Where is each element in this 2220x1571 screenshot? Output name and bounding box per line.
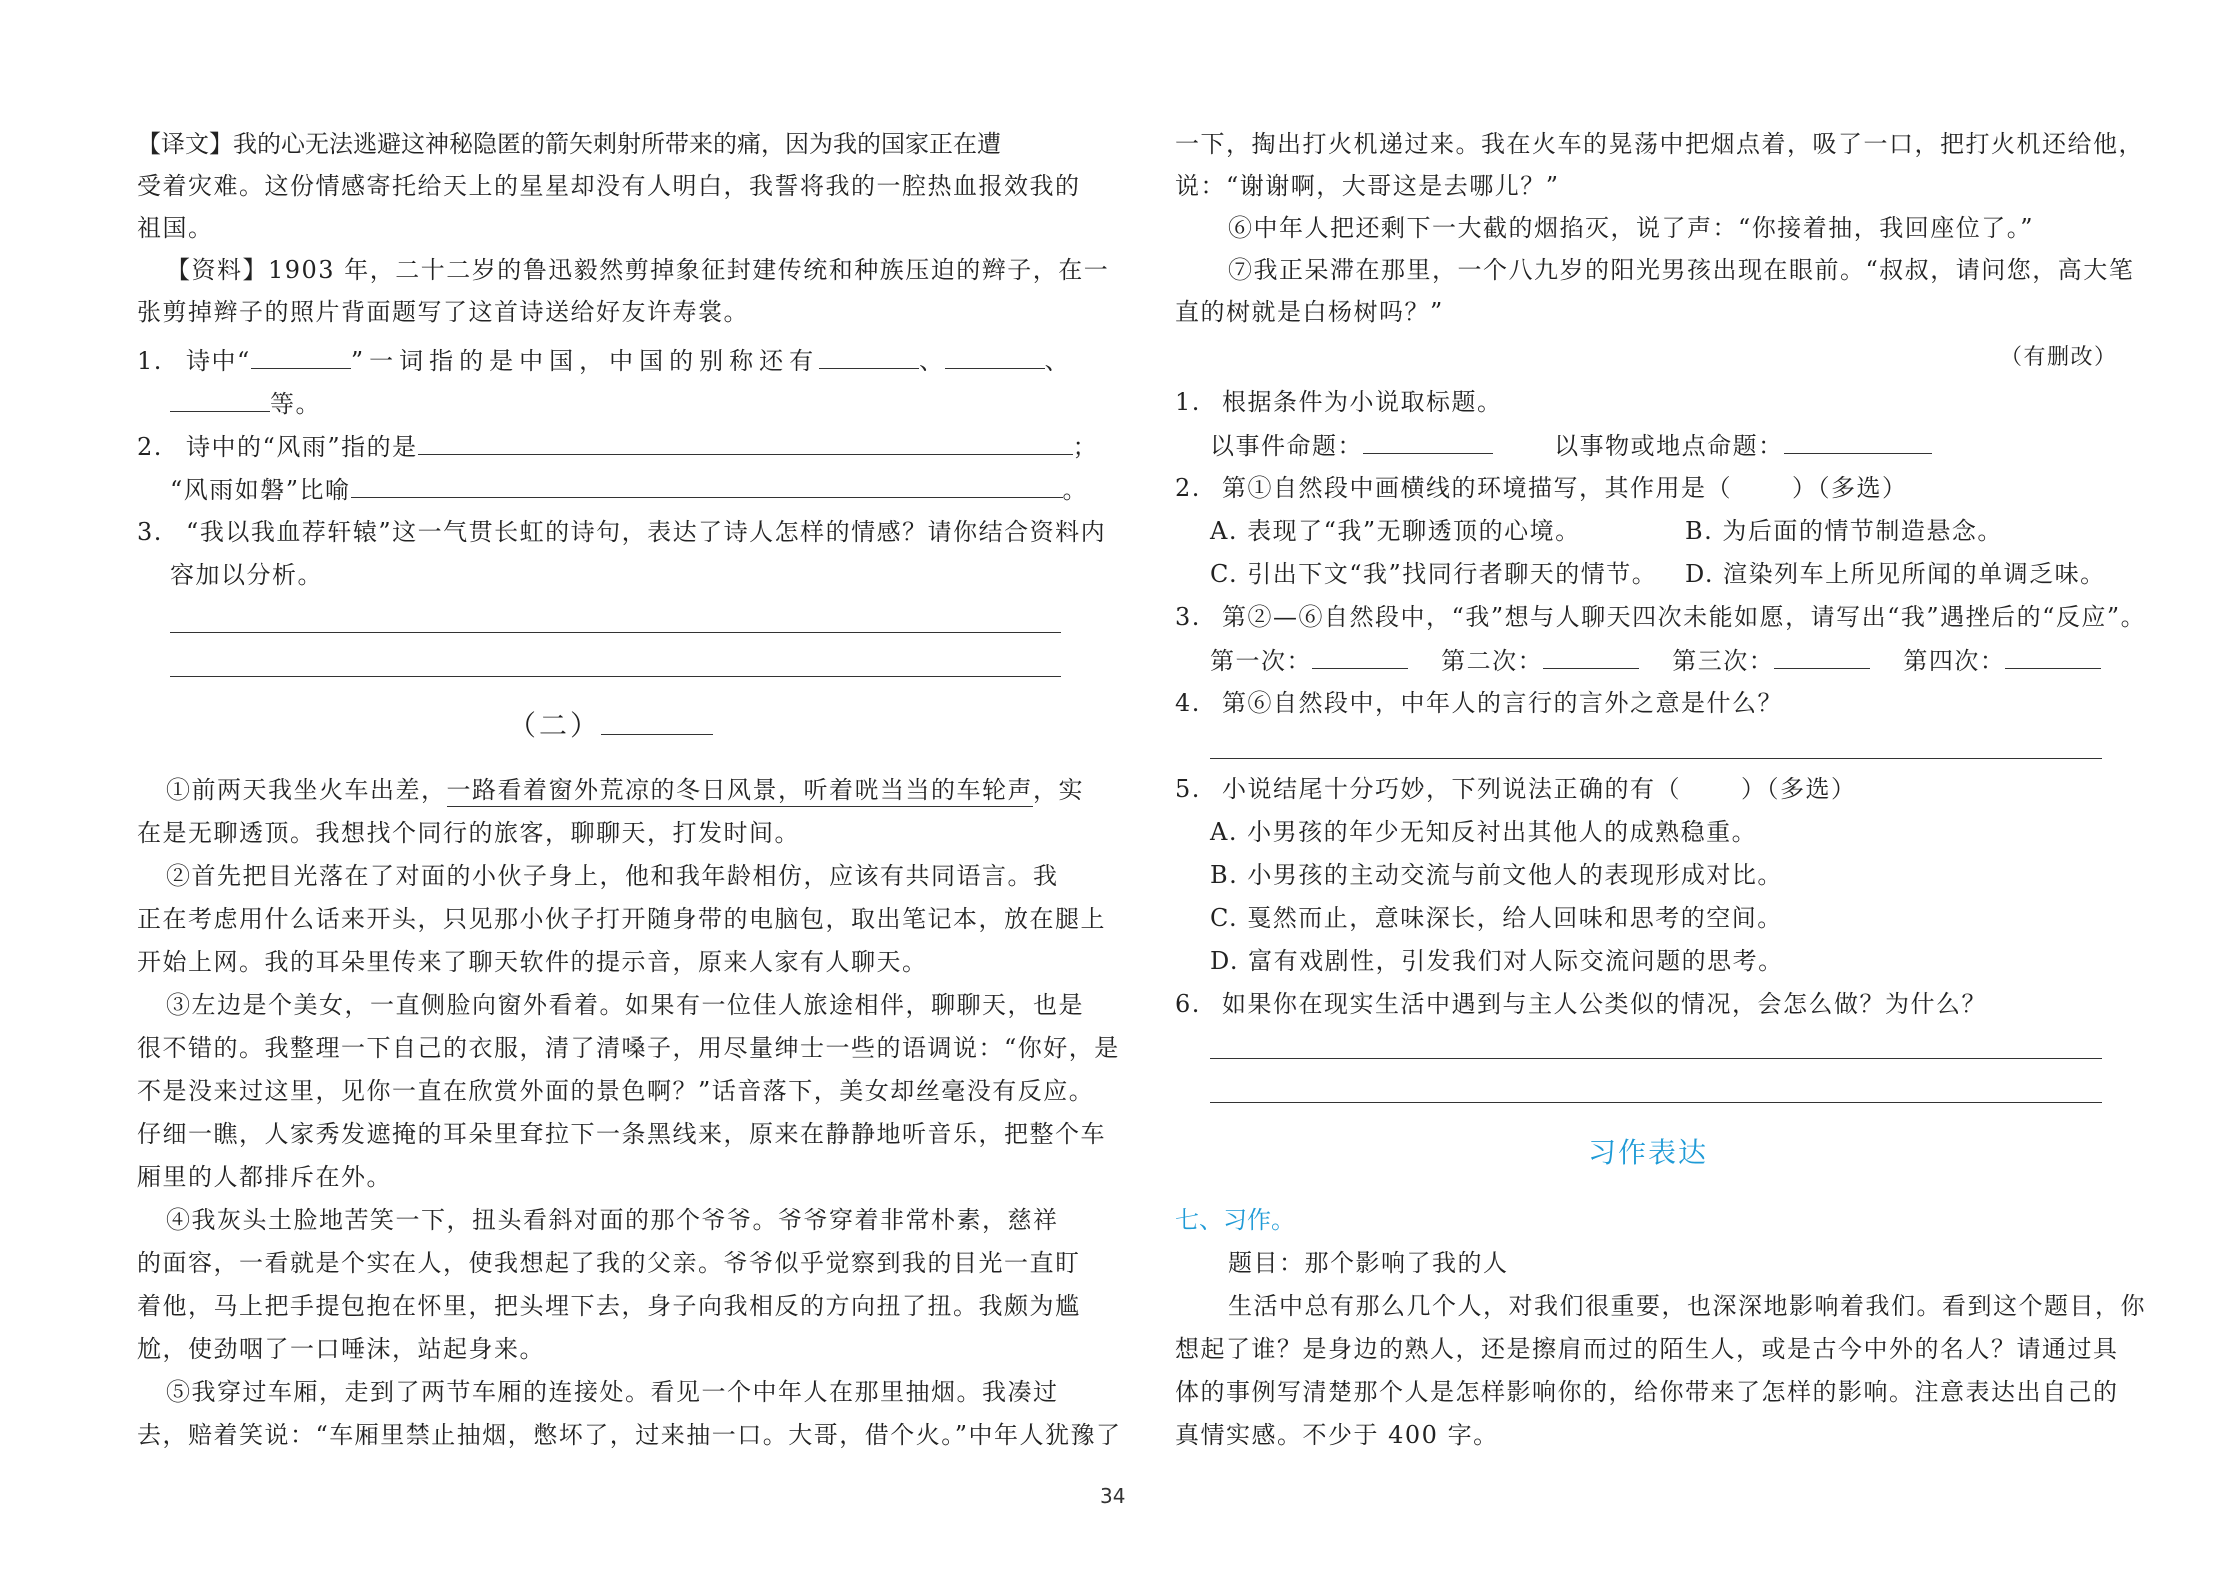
page-number: 34 — [1100, 1484, 1126, 1508]
answer-blank[interactable] — [2005, 640, 2101, 669]
left-question-2: 2. 诗中的“风雨”指的是 ； — [137, 426, 1098, 466]
paragraph-3-line-2: 很不错的。我整理一下自己的衣服，清了清嗓子，用尽量绅士一些的语调说：“你好，是 — [137, 1034, 1120, 1062]
essay-instructions-line-4: 真情实感。不少于 400 字。 — [1175, 1421, 1499, 1449]
paragraph-4-line-4: 尬，使劲咽了一口唾沫，站起身来。 — [137, 1335, 545, 1363]
material-line-2: 张剪掉辫子的照片背面题写了这首诗送给好友许寿裳。 — [137, 298, 749, 326]
answer-line[interactable] — [1210, 1102, 2102, 1103]
answer-line[interactable] — [170, 676, 1061, 677]
right-question-6: 6. 如果你在现实生活中遇到与主人公类似的情况，会怎么做？为什么？ — [1175, 990, 1988, 1018]
essay-instructions-line-3: 体的事例写清楚那个人是怎样影响你的，给你带来了怎样的影响。注意表达出自己的 — [1175, 1378, 2119, 1406]
paragraph-3-line-1: ③左边是个美女，一直侧脸向窗外看着。如果有一位佳人旅途相伴，聊聊天，也是 — [166, 991, 1084, 1019]
right-question-1: 1. 根据条件为小说取标题。 — [1175, 388, 1503, 416]
paragraph-3-line-4: 仔细一瞧，人家秀发遮掩的耳朵里耷拉下一条黑线来，原来在静静地听音乐，把整个车 — [137, 1120, 1106, 1148]
essay-instructions-line-2: 想起了谁？是身边的熟人，还是擦肩而过的陌生人，或是古今中外的名人？请通过具 — [1175, 1335, 2119, 1363]
left-question-3: 3. “我以我血荐轩辕”这一气贯长虹的诗句，表达了诗人怎样的情感？请你结合资料内 — [137, 518, 1107, 546]
essay-topic: 题目：那个影响了我的人 — [1228, 1249, 1509, 1277]
answer-blank[interactable] — [819, 340, 919, 369]
paragraph-4-line-3: 着他，马上把手提包抱在怀里，把头埋下去，身子向我相反的方向扭了扭。我颇为尴 — [137, 1292, 1081, 1320]
answer-line[interactable] — [1210, 1058, 2102, 1059]
answer-line[interactable] — [1210, 758, 2102, 759]
answer-blank[interactable] — [1363, 425, 1493, 454]
left-question-2-cont: “风雨如磐”比喻 。 — [170, 469, 1088, 509]
essay-instructions-line-1: 生活中总有那么几个人，对我们很重要，也深深地影响着我们。看到这个题目，你 — [1228, 1292, 2146, 1320]
right-question-4: 4. 第⑥自然段中，中年人的言行的言外之意是什么？ — [1175, 689, 1784, 717]
paragraph-2-line-3: 开始上网。我的耳朵里传来了聊天软件的提示音，原来人家有人聊天。 — [137, 948, 928, 976]
section-title: （二） — [508, 704, 713, 746]
paragraph-5-line-2: 去，赔着笑说：“车厢里禁止抽烟，憋坏了，过来抽一口。大哥，借个火。”中年人犹豫了 — [137, 1421, 1122, 1449]
translation-tag: 【译文】 — [137, 130, 233, 158]
paragraph-1-line-1: ①前两天我坐火车出差，一路看着窗外荒凉的冬日风景，听着咣当当的车轮声，实 — [166, 770, 1084, 810]
answer-line[interactable] — [170, 632, 1061, 633]
translation-line-2: 受着灾难。这份情感寄托给天上的星星却没有人明白，我誓将我的一腔热血报效我的 — [137, 172, 1081, 200]
paragraph-2-line-1: ②首先把目光落在了对面的小伙子身上，他和我年龄相仿，应该有共同语言。我 — [166, 862, 1059, 890]
left-question-1-cont: 等。 — [170, 383, 321, 423]
answer-blank[interactable] — [418, 426, 1073, 455]
paragraph-2-line-2: 正在考虑用什么话来开头，只见那小伙子打开随身带的电脑包，取出笔记本，放在腿上 — [137, 905, 1106, 933]
left-question-3-cont: 容加以分析。 — [170, 561, 323, 589]
answer-blank[interactable] — [170, 383, 270, 412]
q2-option-c[interactable]: C. 引出下文“我”找同行者聊天的情节。 — [1210, 560, 1658, 588]
paragraph-4-line-2: 的面容，一看就是个实在人，使我想起了我的父亲。爷爷似乎觉察到我的目光一直盯 — [137, 1249, 1081, 1277]
q2-option-b[interactable]: B. 为后面的情节制造悬念。 — [1685, 517, 2003, 545]
paragraph-1-line-2: 在是无聊透顶。我想找个同行的旅客，聊聊天，打发时间。 — [137, 819, 800, 847]
translation-line-1: 【译文】我的心无法逃避这神秘隐匿的箭矢刺射所带来的痛，因为我的国家正在遭 — [137, 130, 1001, 158]
q5-option-d[interactable]: D. 富有戏剧性，引发我们对人际交流问题的思考。 — [1210, 947, 1784, 975]
left-question-1: 1. 诗中“ ”一词指的是中国，中国的别称还有 、 、 — [137, 340, 1070, 380]
q5-option-b[interactable]: B. 小男孩的主动交流与前文他人的表现形成对比。 — [1210, 861, 1783, 889]
right-question-3-answers: 第一次： 第二次： 第三次： 第四次： — [1210, 640, 2101, 680]
paragraph-5-line-1: ⑤我穿过车厢，走到了两节车厢的连接处。看见一个中年人在那里抽烟。我凑过 — [166, 1378, 1059, 1406]
q5-option-a[interactable]: A. 小男孩的年少无知反衬出其他人的成熟稳重。 — [1210, 818, 1758, 846]
answer-blank[interactable] — [251, 340, 351, 369]
paragraph-4-line-1: ④我灰头土脸地苦笑一下，扭头看斜对面的那个爷爷。爷爷穿着非常朴素，慈祥 — [166, 1206, 1059, 1234]
answer-blank[interactable] — [945, 340, 1045, 369]
right-question-1-options: 以事件命题： 以事物或地点命题： — [1210, 425, 1932, 465]
answer-blank[interactable] — [1774, 640, 1870, 669]
section-seven-label: 七、习作。 — [1175, 1206, 1295, 1234]
paragraph-7-line-1: ⑦我正呆滞在那里，一个八九岁的阳光男孩出现在眼前。“叔叔，请问您，高大笔 — [1228, 256, 2135, 284]
answer-blank[interactable] — [1784, 425, 1932, 454]
edited-note: （有删改） — [2000, 345, 2118, 370]
right-question-5: 5. 小说结尾十分巧妙，下列说法正确的有（ ）（多选） — [1175, 775, 1857, 803]
right-question-3: 3. 第②—⑥自然段中，“我”想与人聊天四次未能如愿，请写出“我”遇挫后的“反应”。 — [1175, 603, 2147, 631]
answer-blank[interactable] — [1543, 640, 1639, 669]
answer-blank[interactable] — [1312, 640, 1408, 669]
underlined-environment-description: 一路看着窗外荒凉的冬日风景，听着咣当当的车轮声 — [447, 776, 1034, 807]
paragraph-3-line-3: 不是没来过这里，见你一直在欣赏外面的景色啊？”话音落下，美女却丝毫没有反应。 — [137, 1077, 1095, 1105]
paragraph-5-cont-line-2: 说：“谢谢啊，大哥这是去哪儿？” — [1175, 172, 1560, 200]
paragraph-3-line-5: 厢里的人都排斥在外。 — [137, 1163, 392, 1191]
q5-option-c[interactable]: C. 戛然而止，意味深长，给人回味和思考的空间。 — [1210, 904, 1783, 932]
writing-section-heading: 习作表达 — [1588, 1136, 1709, 1169]
right-question-2: 2. 第①自然段中画横线的环境描写，其作用是（ ）（多选） — [1175, 474, 1908, 502]
q2-option-d[interactable]: D. 渲染列车上所见所闻的单调乏味。 — [1685, 560, 2106, 588]
answer-blank[interactable] — [351, 469, 1063, 498]
q2-option-a[interactable]: A. 表现了“我”无聊透顶的心境。 — [1210, 517, 1581, 545]
translation-line-3: 祖国。 — [137, 214, 214, 242]
title-blank[interactable] — [601, 704, 713, 735]
paragraph-6: ⑥中年人把还剩下一大截的烟掐灭，说了声：“你接着抽，我回座位了。” — [1228, 214, 2035, 242]
material-line-1: 【资料】1903 年，二十二岁的鲁迅毅然剪掉象征封建传统和种族压迫的辫子，在一 — [166, 256, 1110, 284]
paragraph-5-cont-line-1: 一下，掏出打火机递过来。我在火车的晃荡中把烟点着，吸了一口，把打火机还给他， — [1175, 130, 2144, 158]
paragraph-7-line-2: 直的树就是白杨树吗？” — [1175, 298, 1444, 326]
